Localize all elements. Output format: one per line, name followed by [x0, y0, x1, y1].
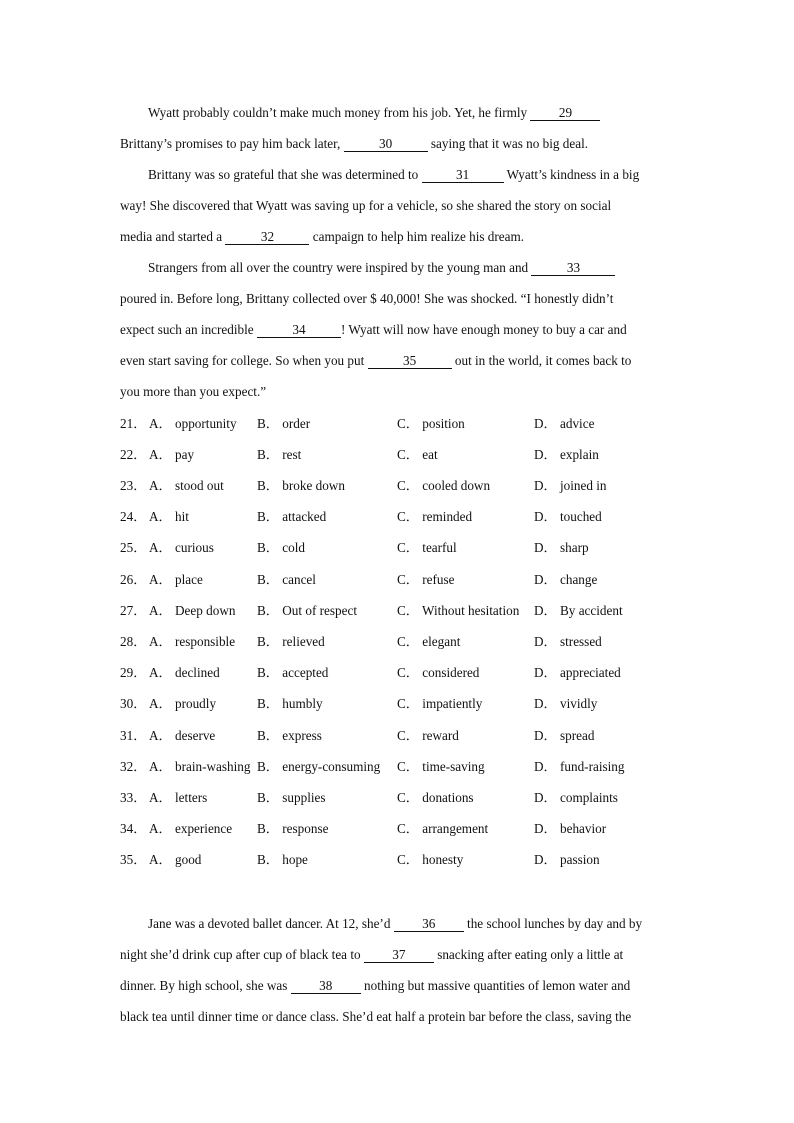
blank-32: 32: [225, 230, 309, 245]
option-a: A． hit: [149, 509, 189, 524]
blank-29: 29: [530, 106, 600, 121]
option-row: [120, 788, 680, 808]
option-c: C． position: [397, 416, 465, 431]
line-text: dinner. By high school, she was: [120, 978, 291, 993]
line-text: Wyatt probably couldn’t make much money from his job. Yet, he firmly: [148, 105, 531, 120]
passage-line: [120, 383, 266, 401]
option-d: D． appreciated: [534, 665, 621, 680]
blank-35: 35: [368, 354, 452, 369]
line-text: expect such an incredible: [120, 322, 257, 337]
question-number: 30．: [120, 696, 147, 711]
question-number: 25．: [120, 540, 147, 555]
option-b: B． cold: [257, 540, 305, 555]
option-row: [120, 414, 680, 434]
blank-31: 31: [422, 168, 504, 183]
question-number: 29．: [120, 665, 147, 680]
option-c: C． reward: [397, 728, 459, 743]
blank-30: 30: [344, 137, 428, 152]
passage-line: [120, 135, 588, 153]
line-text: campaign to help him realize his dream.: [309, 229, 525, 244]
blank-34: 34: [257, 323, 341, 338]
option-c: C． Without hesitation: [397, 603, 520, 618]
option-a: A． opportunity: [149, 416, 237, 431]
option-a: A． experience: [149, 821, 233, 836]
option-a: A． deserve: [149, 728, 216, 743]
passage-line: [148, 259, 615, 277]
option-row: [120, 726, 680, 746]
option-c: C． donations: [397, 790, 474, 805]
option-d: D． By accident: [534, 603, 623, 618]
question-number: 23．: [120, 478, 147, 493]
option-a: A． good: [149, 852, 202, 867]
option-row: [120, 694, 680, 714]
option-d: D． touched: [534, 509, 602, 524]
line-text: Wyatt’s kindness in a big: [503, 167, 640, 182]
passage-line: [120, 1008, 631, 1026]
option-row: [120, 538, 680, 558]
blank-37: 37: [364, 948, 434, 963]
blank-33: 33: [531, 261, 615, 276]
option-c: C． honesty: [397, 852, 464, 867]
option-b: B． humbly: [257, 696, 323, 711]
option-a: A． pay: [149, 447, 195, 462]
line-text: poured in. Before long, Brittany collected over $ 40,000! She was shocked. “I honestly didn’t: [120, 291, 614, 306]
option-d: D． change: [534, 572, 598, 587]
option-d: D． stressed: [534, 634, 602, 649]
passage-line: [120, 290, 613, 308]
passage-line: [148, 104, 600, 122]
line-text: nothing but massive quantities of lemon water and: [360, 978, 631, 993]
option-row: [120, 757, 680, 777]
option-b: B． response: [257, 821, 329, 836]
option-c: C． eat: [397, 447, 438, 462]
option-b: B． relieved: [257, 634, 325, 649]
line-text: even start saving for college. So when you put: [120, 353, 368, 368]
question-number: 33．: [120, 790, 147, 805]
question-number: 35．: [120, 852, 147, 867]
option-d: D． passion: [534, 852, 600, 867]
option-a: A． place: [149, 572, 203, 587]
option-c: C． reminded: [397, 509, 473, 524]
option-c: C． refuse: [397, 572, 455, 587]
option-b: B． energy-consuming: [257, 759, 381, 774]
option-c: C． impatiently: [397, 696, 483, 711]
option-b: B． hope: [257, 852, 308, 867]
option-a: A． brain-washing: [149, 759, 251, 774]
question-number: 24．: [120, 509, 147, 524]
passage-line: [120, 946, 623, 964]
question-number: 22．: [120, 447, 147, 462]
option-d: D． behavior: [534, 821, 607, 836]
option-row: [120, 819, 680, 839]
line-text: snacking after eating only a little at: [433, 947, 624, 962]
line-text: Brittany was so grateful that she was determined to: [148, 167, 422, 182]
option-row: [120, 663, 680, 683]
option-b: B． cancel: [257, 572, 316, 587]
option-b: B． Out of respect: [257, 603, 357, 618]
passage-line: [148, 915, 642, 933]
question-number: 34．: [120, 821, 147, 836]
option-b: B． supplies: [257, 790, 326, 805]
option-b: B． attacked: [257, 509, 327, 524]
question-number: 27．: [120, 603, 147, 618]
question-number: 28．: [120, 634, 147, 649]
line-text: media and started a: [120, 229, 226, 244]
passage-line: [148, 166, 639, 184]
option-b: B． broke down: [257, 478, 345, 493]
option-d: D． joined in: [534, 478, 607, 493]
line-text: you more than you expect.”: [120, 384, 267, 399]
option-row: [120, 850, 680, 870]
option-row: [120, 507, 680, 527]
blank-38: 38: [291, 979, 361, 994]
option-d: D． spread: [534, 728, 595, 743]
blank-36: 36: [394, 917, 464, 932]
option-d: D． advice: [534, 416, 595, 431]
line-text: Brittany’s promises to pay him back later,: [120, 136, 344, 151]
option-b: B． rest: [257, 447, 302, 462]
line-text: Strangers from all over the country were inspired by the young man and: [148, 260, 532, 275]
option-c: C． considered: [397, 665, 480, 680]
question-number: 32．: [120, 759, 147, 774]
option-c: C． cooled down: [397, 478, 491, 493]
line-text: night she’d drink cup after cup of black tea to: [120, 947, 364, 962]
line-text: way! She discovered that Wyatt was saving up for a vehicle, so she shared the story on social: [120, 198, 612, 213]
line-text: black tea until dinner time or dance class. She’d eat half a protein bar before the class, saving the: [120, 1009, 632, 1024]
option-d: D． fund-raising: [534, 759, 625, 774]
option-b: B． order: [257, 416, 311, 431]
question-number: 31．: [120, 728, 147, 743]
option-row: [120, 570, 680, 590]
option-d: D． explain: [534, 447, 599, 462]
passage-line: [120, 977, 630, 995]
option-row: [120, 632, 680, 652]
option-a: A． letters: [149, 790, 208, 805]
passage-line: [120, 197, 611, 215]
option-c: C． arrangement: [397, 821, 489, 836]
option-c: C． tearful: [397, 540, 457, 555]
option-d: D． vividly: [534, 696, 598, 711]
option-row: [120, 476, 680, 496]
option-d: D． sharp: [534, 540, 589, 555]
option-d: D． complaints: [534, 790, 618, 805]
option-b: B． express: [257, 728, 322, 743]
option-row: [120, 601, 680, 621]
option-a: A． curious: [149, 540, 214, 555]
passage-line: [120, 321, 627, 339]
option-a: A． declined: [149, 665, 220, 680]
option-a: A． Deep down: [149, 603, 236, 618]
question-number: 26．: [120, 572, 147, 587]
line-text: saying that it was no big deal.: [427, 136, 589, 151]
line-text: the school lunches by day and by: [463, 916, 643, 931]
line-text: out in the world, it comes back to: [451, 353, 632, 368]
option-c: C． time-saving: [397, 759, 485, 774]
line-text: ! Wyatt will now have enough money to buy a car and: [340, 322, 627, 337]
option-c: C． elegant: [397, 634, 461, 649]
option-row: [120, 445, 680, 465]
option-a: A． proudly: [149, 696, 217, 711]
option-a: A． stood out: [149, 478, 224, 493]
passage-line: [120, 352, 631, 370]
option-b: B． accepted: [257, 665, 329, 680]
question-number: 21．: [120, 416, 147, 431]
line-text: Jane was a devoted ballet dancer. At 12, she’d: [148, 916, 394, 931]
passage-line: [120, 228, 524, 246]
option-a: A． responsible: [149, 634, 236, 649]
